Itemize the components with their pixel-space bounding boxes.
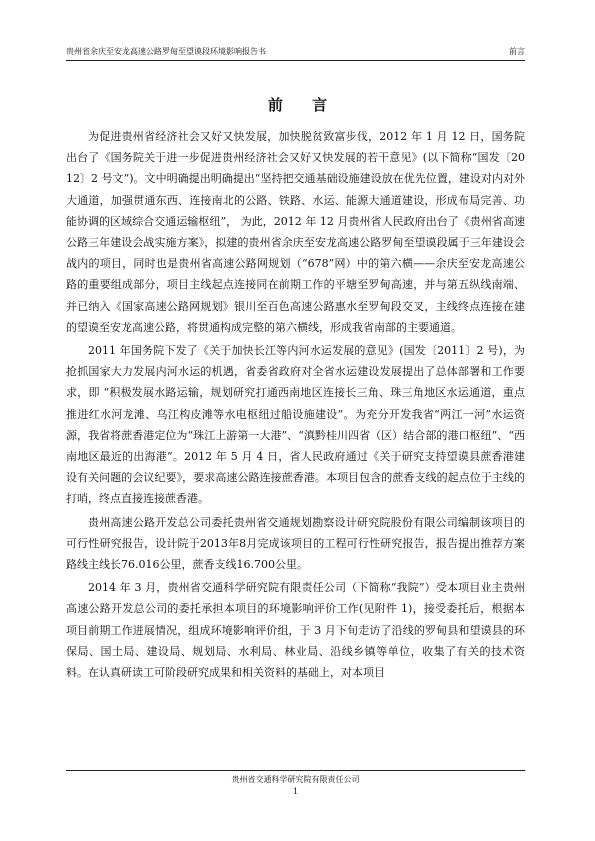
footer-organization: 贵州省交通科学研究院有限责任公司 <box>231 775 360 784</box>
paragraph-2: 2011 年国务院下发了《关于加快长江等内河水运发展的意见》(国发〔2011〕2 号)，为抢抓国家大力发展内河水运的机遇，省委省政府对全省水运建设发展提出了总体部署和工作要求，即 “积极发展水路运输，规划研究打通西南地区连接长三角、珠三角地区水运通道，重点推进红水河龙滩、乌江构皮滩等水电枢纽过船设施建设”。为充分开发我省“两江一河”水运资源，我省将蔗香港定位为“珠江上游第一大港”、“滇黔桂川四省（区）结合部的港口枢纽”、“西南地区最近的出海港”。2012 年 5 月 4 日，省人民政府通过《关于研究支持望谟县蔗香港建设有关问题的会议纪要》，要求高速公路连接蔗香港。本项目包含的蔗香支线的起点位于主线的打哨，终点直接连接蔗香港。 <box>66 344 525 506</box>
body-text <box>66 126 525 685</box>
paragraph-4: 2014 年 3 月，贵州省交通科学研究院有限责任公司（下简称“我院”）受本项目业主贵州高速公路开发总公司的委托承担本项目的环境影响评价工作(见附件 1)，接受委托后，根据本项目前期工作进展情况，组成环境影响评价组，于 3 月下旬走访了沿线的罗甸县和望谟县的环保局、国土局、建设局、规划局、水利局、林业局、沿线乡镇等单位，收集了有关的技术资料。在认真研读工可阶段研究成果和相关资料的基础上，对本项目 <box>66 581 525 680</box>
header-section-name: 前言 <box>509 47 525 56</box>
paragraph-3: 贵州高速公路开发总公司委托贵州省交通规划勘察设计研究院股份有限公司编制该项目的可行性研究报告，设计院于2013年8月完成该项目的工程可行性研究报告，报告提出推荐方案路线主线长76.016公里，蔗香支线16.700公里。 <box>66 515 525 572</box>
page-footer <box>66 770 525 797</box>
page-number: 1 <box>292 787 299 796</box>
page-title: 前 言 <box>267 96 340 114</box>
header-document-title: 贵州省余庆至安龙高速公路罗甸至望谟段环境影响报告书 <box>66 47 266 56</box>
paragraph-1: 为促进贵州省经济社会又好又快发展，加快脱贫致富步伐，2012 年 1 月 12 日，国务院出台了《国务院关于进一步促进贵州经济社会又好又快发展的若干意见》(以下简称“国发〔2012〕2 号文”)。文中明确提出明确提出“坚持把交通基础设施建设放在优先位置，建设对内对外大通道，加强贯通东西、连接南北的公路、铁路、水运、能源大通道建设，形成布局完善、功能协调的区域综合交通运输枢纽”， 为此，2012 年 12 月贵州省人民政府出台了《贵州省高速公路三年建设会战实施方案》，拟建的贵州省余庆至安龙高速公路罗甸至望谟段属于三年建设会战内的项目，同时也是贵州省高速公路网规划（“678”网）中的第六横——余庆至安龙高速公路的重要组成部分，项目主线起点连接同在前期工作的平塘至罗甸高速，并与第五纵线南端、并已纳入《国家高速公路网规划》银川至百色高速公路惠水至罗甸段交叉，主线终点连接在建的望谟至安龙高速公路，将贯通构成完整的第六横线，形成我省南部的主要通道。 <box>66 130 525 334</box>
page-header <box>66 40 525 61</box>
